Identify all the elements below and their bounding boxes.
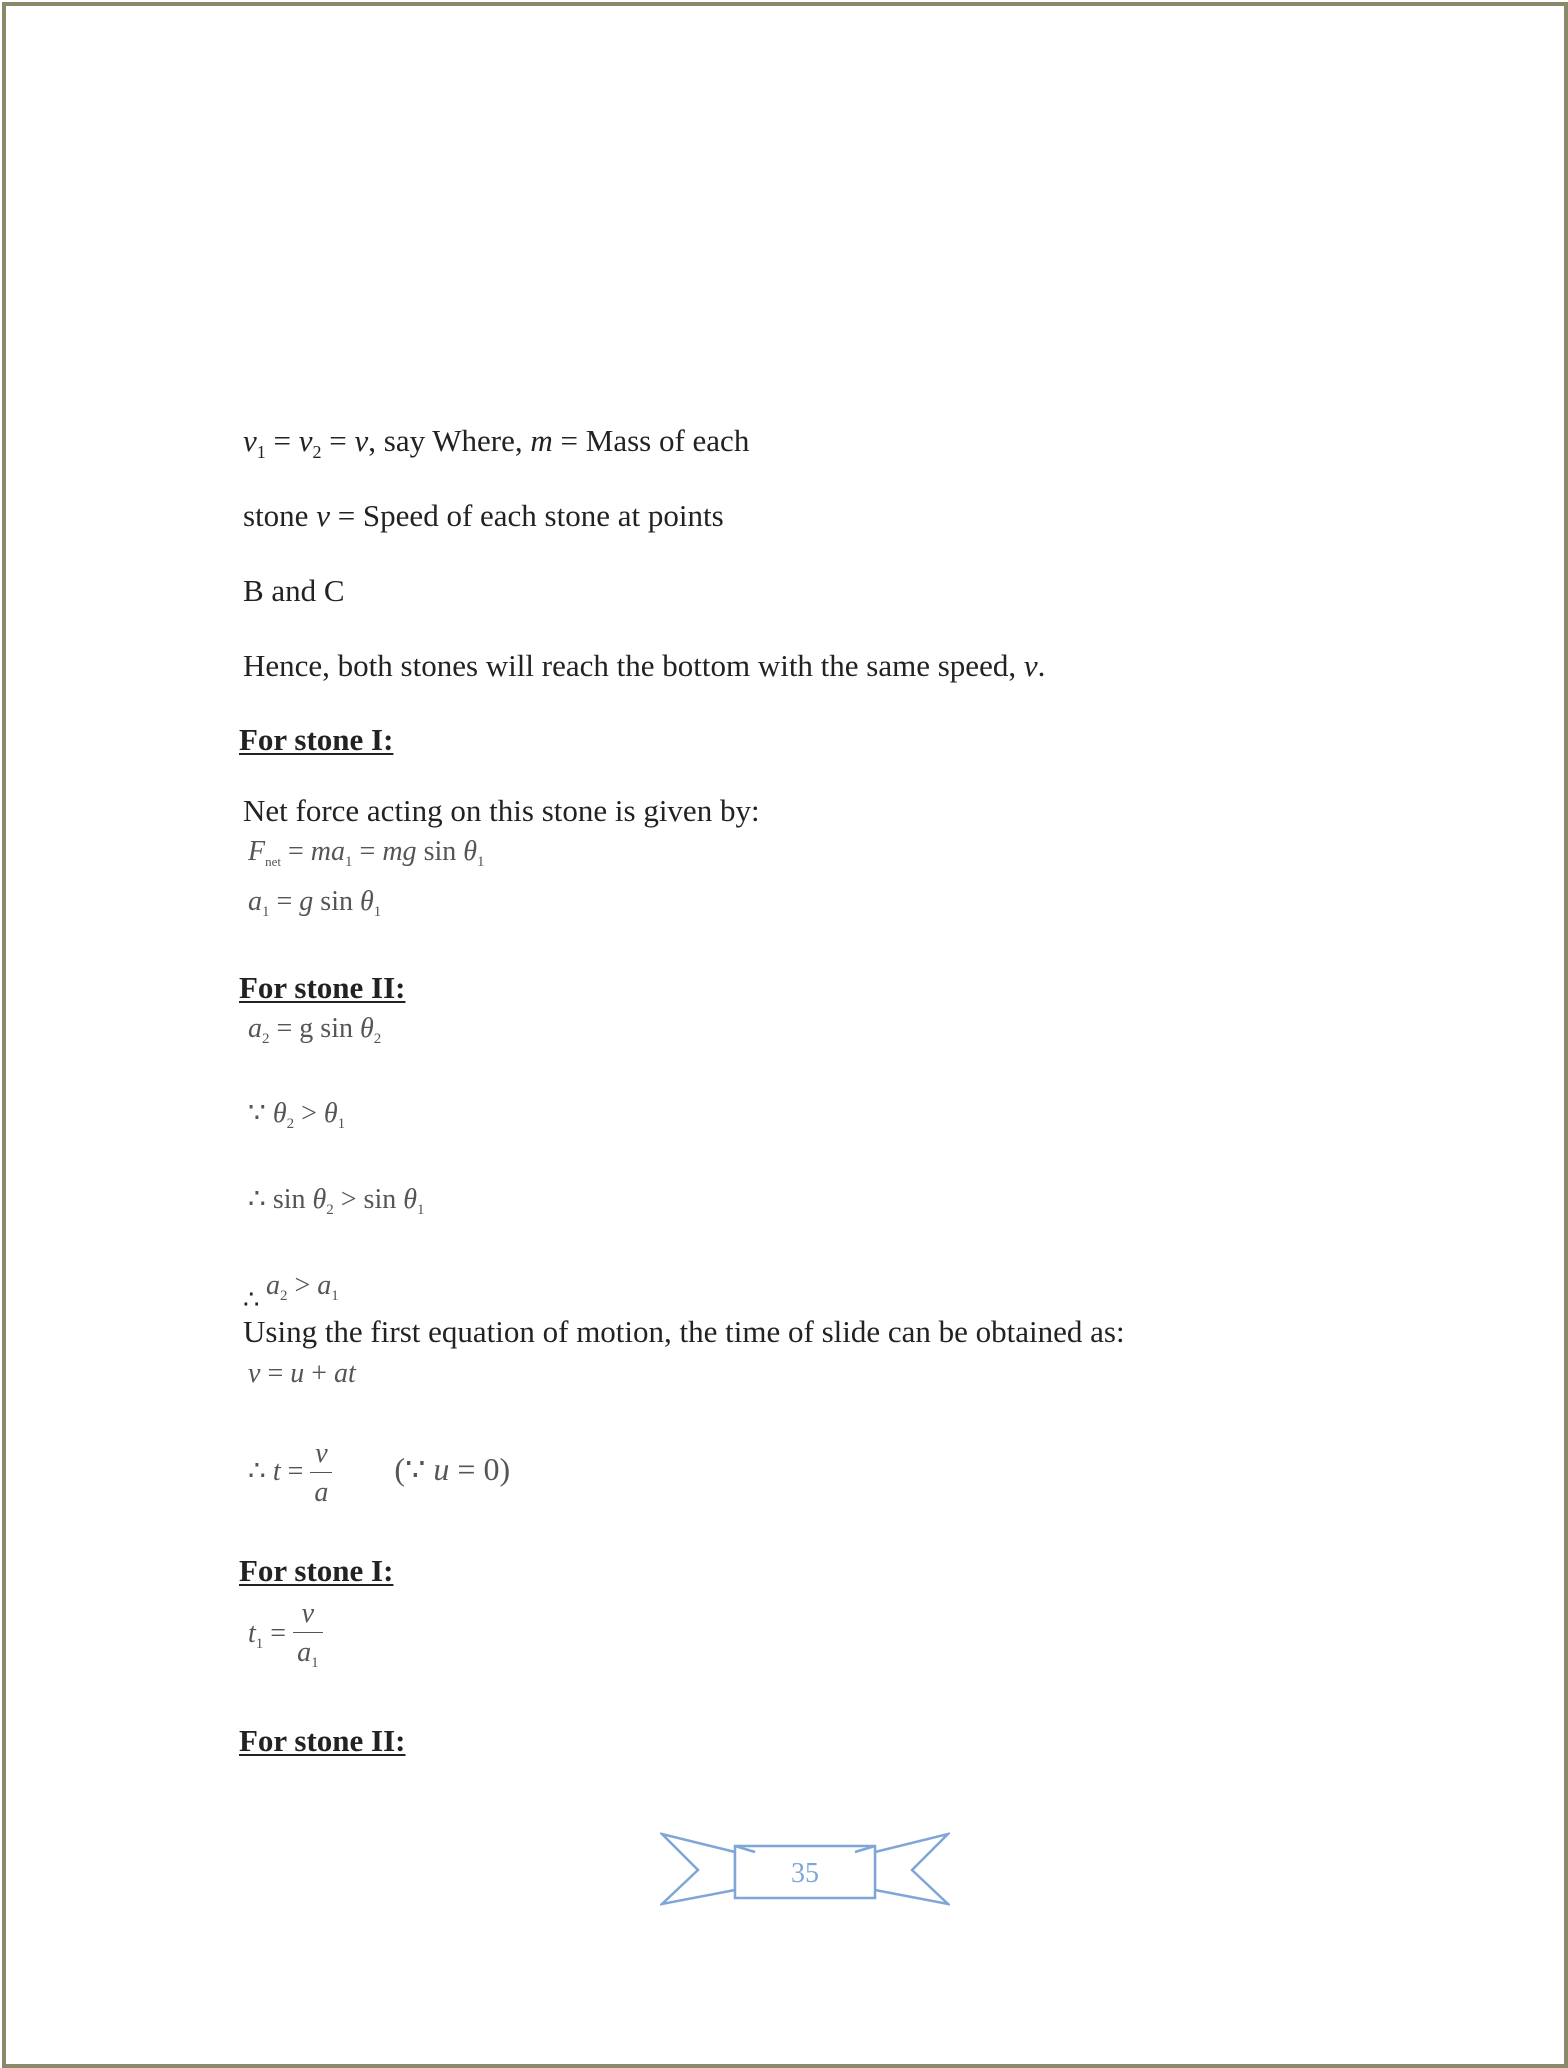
equation-v-u-at: v = u + at: [248, 1358, 356, 1389]
equation-time-formula: ∴ t = $\frac{v}{a}$ (∵ u = 0): [248, 1438, 511, 1508]
ribbon-left-tail: [662, 1834, 735, 1904]
page-number: 35: [791, 1858, 819, 1889]
text-net-force: Net force acting on this stone is given by:: [243, 793, 760, 828]
text-line-stone-speed: stone v = Speed of each stone at points: [243, 498, 724, 533]
equation-a2: $a_2 = g$ $\sin \theta_2$: [248, 1013, 382, 1047]
text-first-equation: Using the first equation of motion, the time of slide can be obtained as:: [243, 1314, 1125, 1349]
equation-fnet: $F_{net} = ma_1$ = mg $\sin \theta_1$: [248, 836, 485, 870]
page-number-ribbon: [660, 1832, 950, 1912]
therefore-symbol: ∴: [243, 1285, 260, 1314]
equation-t1: $t_1$ = $\frac{v}{a_1}$: [248, 1600, 323, 1671]
equation-theta-inequality: ∵ $\theta_2 > \theta_1$: [248, 1098, 346, 1132]
heading-stone-2-time: For stone II:: [239, 1723, 406, 1758]
equation-sin-inequality: ∴ $\sin \theta_2 > \sin \theta_1$: [248, 1184, 425, 1218]
heading-stone-1-time: For stone I:: [239, 1553, 394, 1588]
equation-a1: $a_1 = g$ $\sin \theta_1$: [248, 886, 382, 920]
fraction-v-over-a1: $\frac{v}{a_1}$: [293, 1600, 323, 1671]
fraction-v-over-a: $\frac{v}{a}$: [310, 1440, 332, 1507]
heading-stone-2: For stone II:: [239, 970, 406, 1005]
equation-acceleration-inequality: $a_2 > a_1$: [266, 1270, 339, 1304]
heading-stone-1: For stone I:: [239, 722, 394, 757]
text-line-points: B and C: [243, 573, 345, 608]
ribbon-right-tail: [875, 1834, 948, 1904]
page-border: [2, 2, 1568, 2068]
text-line-speeds: $v_1 = v_2 = v$, say Where, m = Mass of each: [243, 423, 750, 463]
text-line-conclusion: Hence, both stones will reach the bottom with the same speed, v.: [243, 648, 1046, 683]
